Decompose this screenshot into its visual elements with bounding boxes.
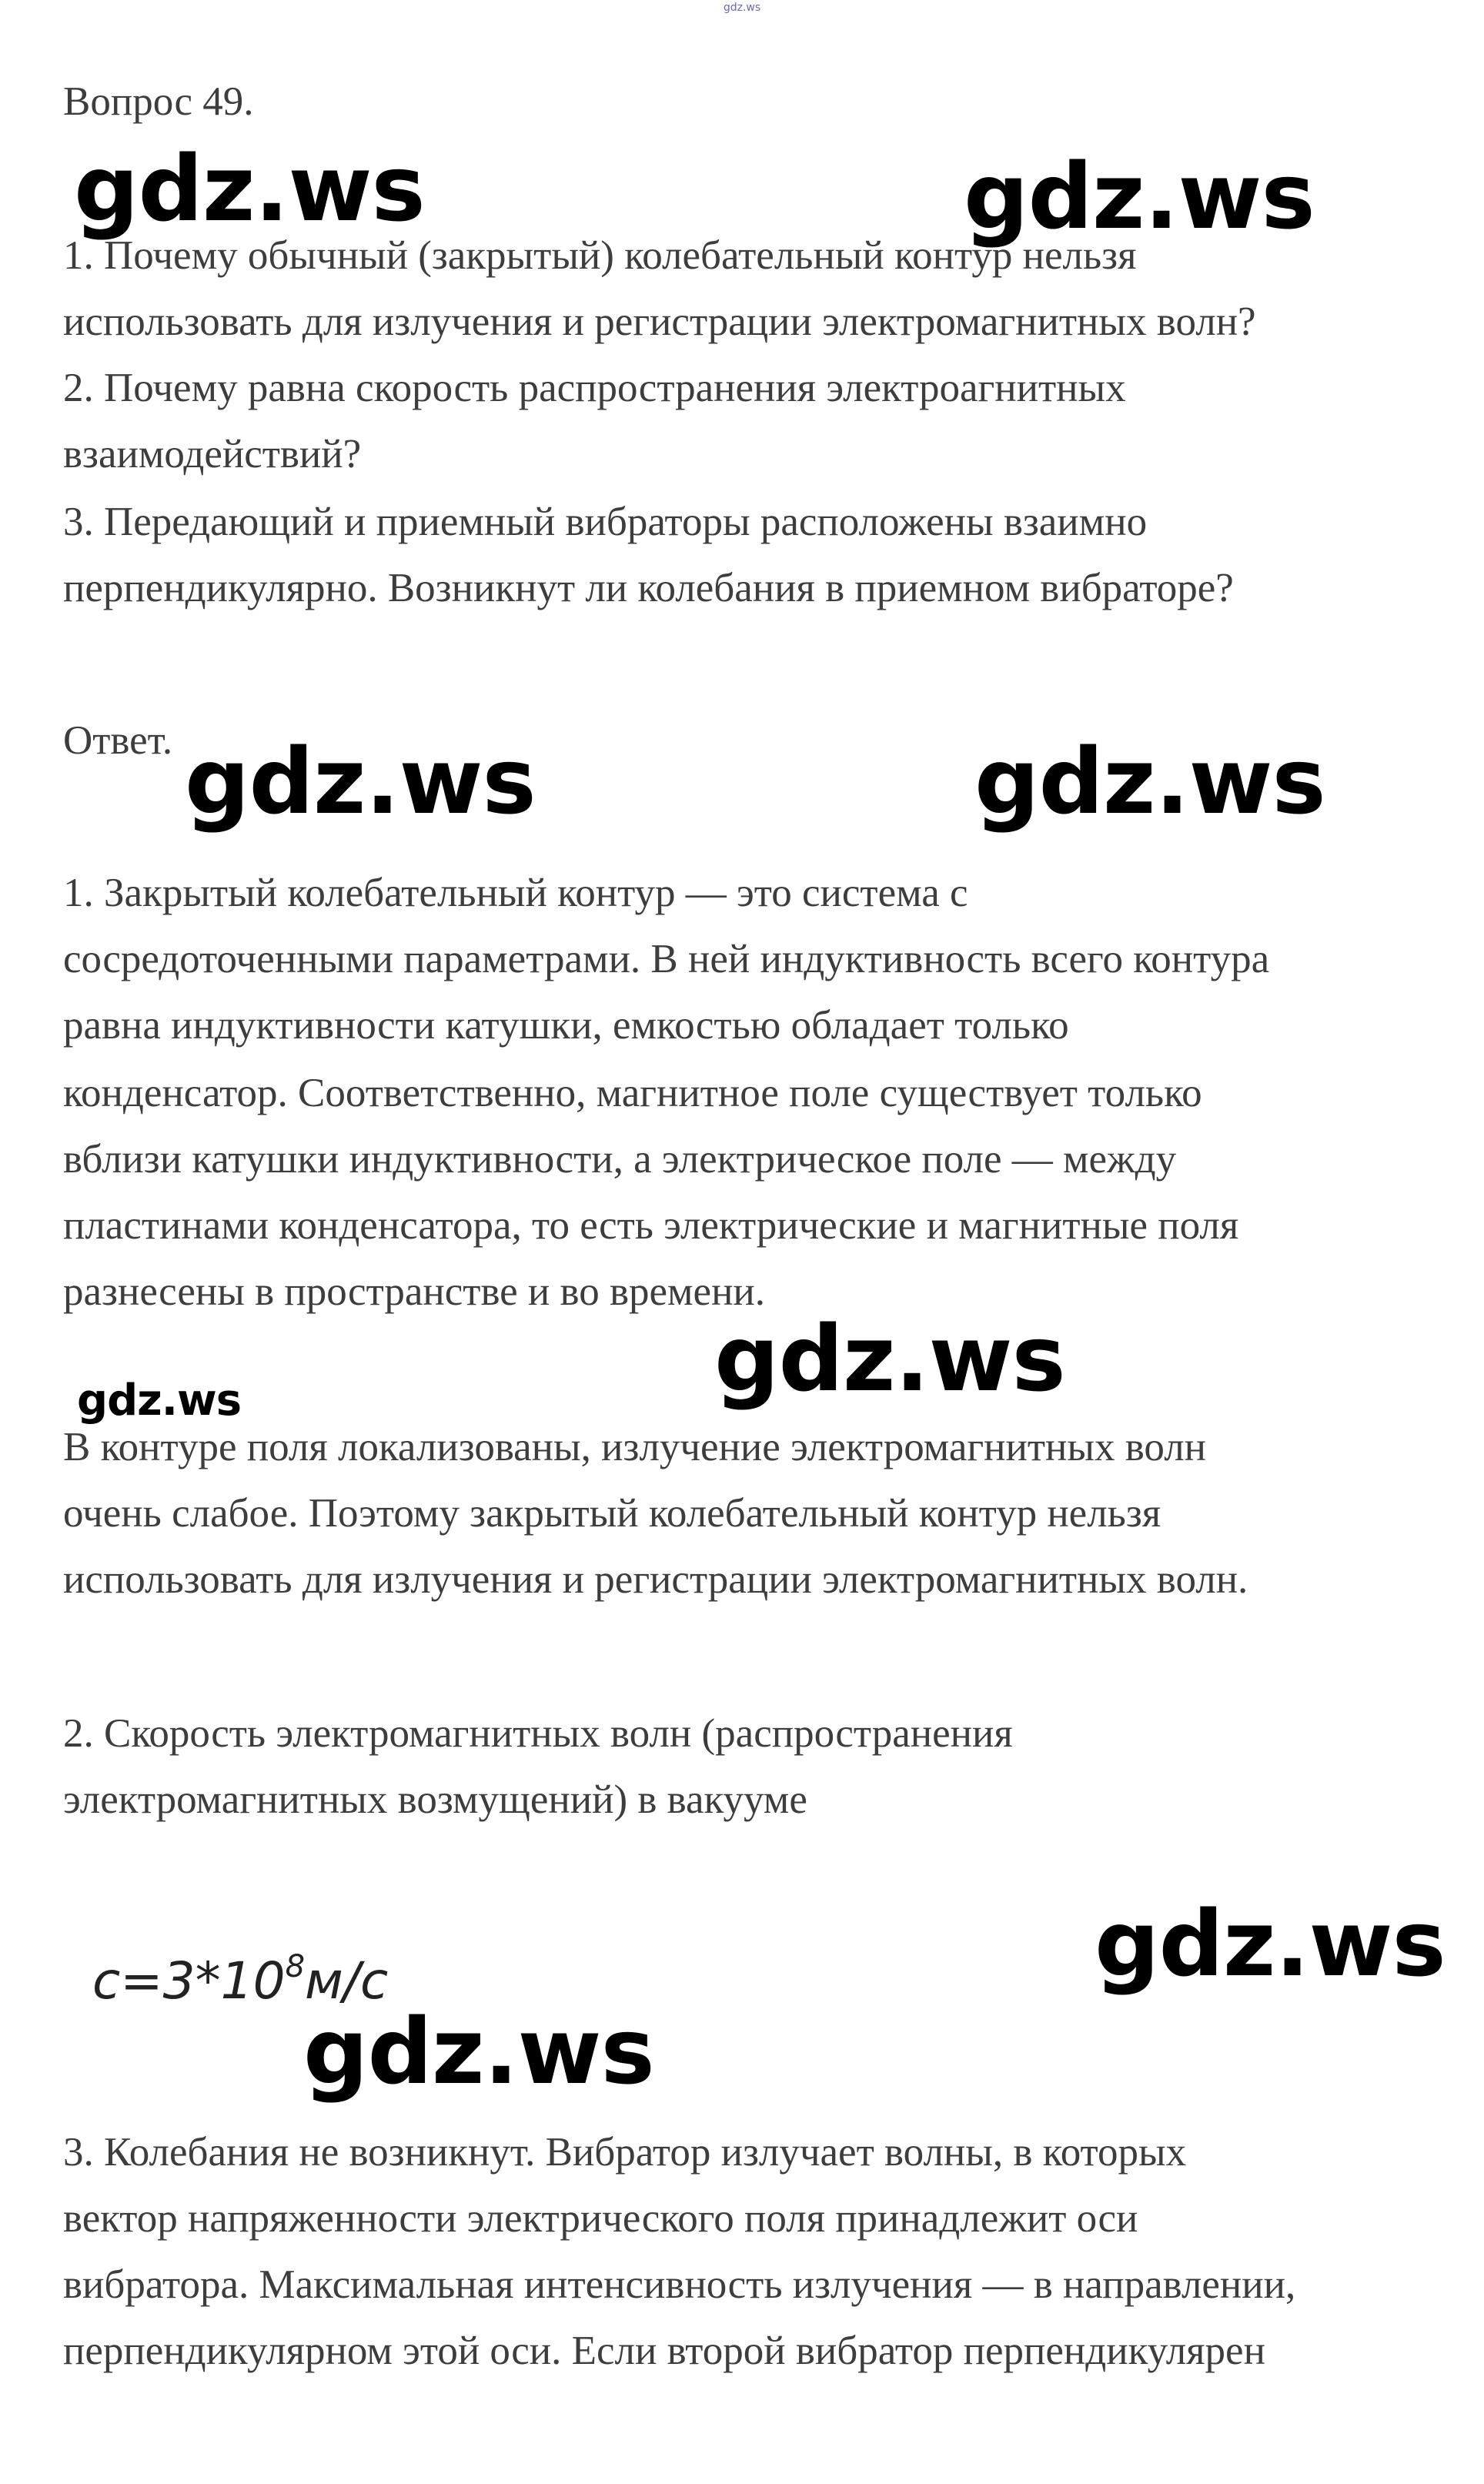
watermark: gdz.ws [714, 1306, 1065, 1412]
answer-line: равна индуктивности катушки, емкостью обладает только [63, 1003, 1069, 1048]
watermark: gdz.ws [77, 1376, 242, 1426]
answer-line: разнесены в пространстве и во времени. [63, 1269, 766, 1314]
watermark: gdz.ws [974, 728, 1325, 834]
answer-line: 1. Закрытый колебательный контур — это система с [63, 871, 968, 915]
question-line: взаимодействий? [63, 432, 362, 476]
formula-exponent: 8 [285, 1949, 306, 1984]
answer-line: конденсатор. Соответственно, магнитное поле существует только [63, 1071, 1202, 1115]
answer-line: 2. Скорость электромагнитных волн (распространения [63, 1711, 1013, 1756]
answer-line: электромагнитных возмущений) в вакууме [63, 1777, 807, 1822]
question-title: Вопрос 49. [63, 79, 254, 124]
top-site-mark: gdz.ws [723, 2, 761, 14]
formula-unit: м/с [305, 1951, 389, 2011]
answer-line: 3. Колебания не возникнут. Вибратор излучает волны, в которых [63, 2130, 1187, 2175]
answer-line: перпендикулярном этой оси. Если второй вибратор перпендикулярен [63, 2329, 1265, 2373]
watermark: gdz.ws [964, 143, 1315, 249]
answer-line: очень слабое. Поэтому закрытый колебательный контур нельзя [63, 1491, 1161, 1536]
watermark: gdz.ws [1095, 1891, 1446, 1997]
answer-title: Ответ. [63, 718, 173, 763]
answer-line: сосредоточенными параметрами. В ней индуктивность всего контура [63, 937, 1270, 981]
question-line: использовать для излучения и регистрации электромагнитных волн? [63, 299, 1256, 344]
watermark: gdz.ws [303, 1998, 654, 2105]
watermark: gdz.ws [185, 728, 536, 834]
question-line: 3. Передающий и приемный вибраторы расположены взаимно [63, 500, 1148, 544]
question-line: 2. Почему равна скорость распространения электроагнитных [63, 366, 1126, 410]
answer-line: вектор напряженности электрического поля принадлежит оси [63, 2196, 1138, 2241]
formula-base: c=3*10 [92, 1951, 286, 2011]
answer-line: вблизи катушки индуктивности, а электрическое поле — между [63, 1137, 1177, 1182]
answer-line: вибратора. Максимальная интенсивность излучения — в направлении, [63, 2262, 1296, 2307]
answer-line: пластинами конденсатора, то есть электрические и магнитные поля [63, 1203, 1239, 1248]
question-line: 1. Почему обычный (закрытый) колебательный контур нельзя [63, 233, 1137, 278]
watermark: gdz.ws [74, 135, 425, 242]
answer-line: В контуре поля локализованы, излучение электромагнитных волн [63, 1425, 1207, 1469]
answer-line: использовать для излучения и регистрации электромагнитных волн. [63, 1557, 1248, 1602]
question-line: перпендикулярно. Возникнут ли колебания в приемном вибраторе? [63, 566, 1234, 610]
